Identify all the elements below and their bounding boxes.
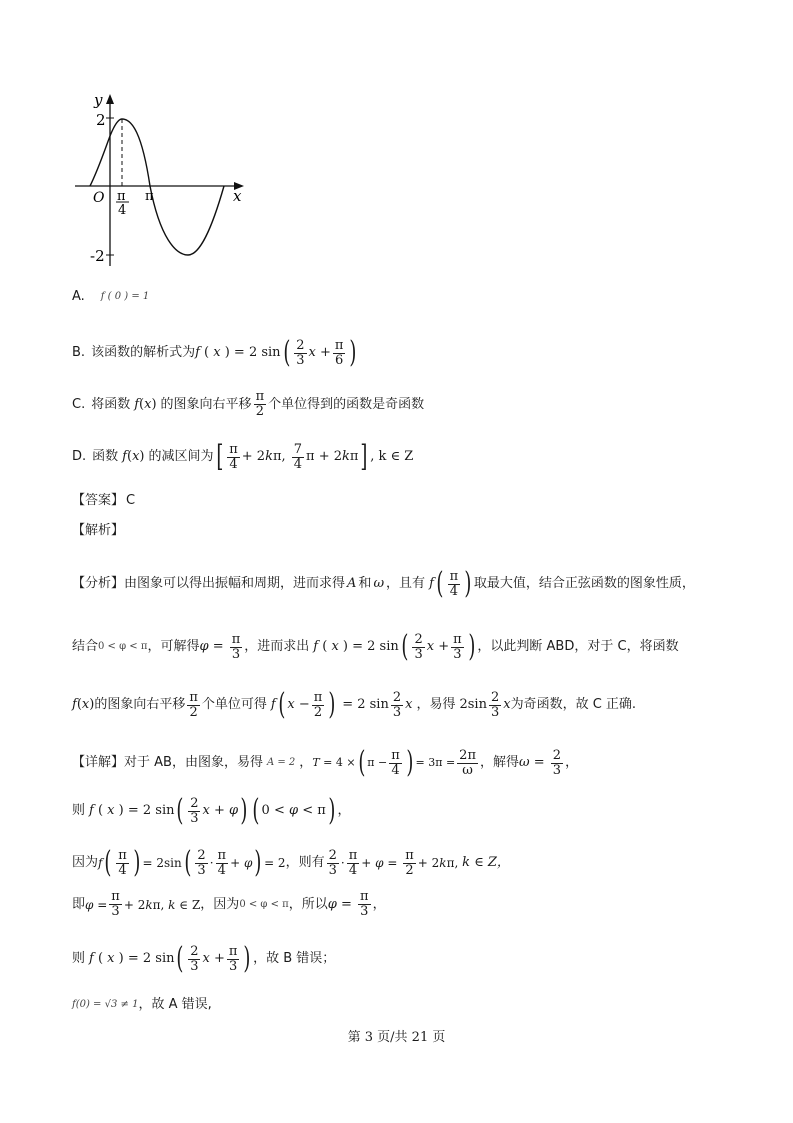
xiangjie-line-4: 即 φ = $\frac{\pi}{3}$ + 2 k π, k ∈ Z ，因为 0 < φ < π ，所以 φ = $\frac{\pi}{3}$ ，: [72, 889, 386, 919]
y-tick-top: 2: [96, 111, 106, 129]
y-axis-arrow-icon: [106, 94, 114, 104]
xiangjie-line-6: f(0) = √3 ≠ 1 ，故 A 错误,: [72, 997, 212, 1012]
option-b-formula: f ( x ) = 2 sin ( $\frac{2}{3}$ x + $\frac{\pi}{6}$ ): [195, 335, 357, 370]
option-b: B. 该函数的解析式为 f ( x ) = 2 sin ( $\frac{2}{3}$ x + $\frac{\pi}{6}$ ): [72, 338, 359, 368]
pi-over-4-num: π: [117, 189, 126, 204]
xiangjie-line-2: 则 f ( x ) = 2 sin ( $\frac{2}{3}$ x + φ ) ( 0 < φ < π ) ，: [72, 793, 351, 828]
xiangjie-line-1: 【详解】 对于 AB，由图象，易得 A = 2 ， T = 4 × ( π − $\frac{\pi}{4}$ ) = 3π = $\frac{2\pi}{\omega}$ ，解得 ω = $\frac{2}{3}$ ，: [72, 745, 579, 780]
option-a-formula: f ( 0 ) = 1: [100, 291, 150, 302]
option-a: A. f ( 0 ) = 1: [72, 289, 150, 304]
sine-graph: [70, 88, 260, 270]
pi-label: π: [145, 189, 154, 204]
analysis-label: 【解析】: [72, 523, 125, 538]
answer-value: C: [126, 493, 136, 508]
option-c: C. 将函数 f(x) 的图象向右平移 $\frac{\pi}{2}$ 个单位得到的函数是奇函数: [72, 389, 425, 419]
option-d: D. 函数 f(x) 的减区间为 [ $\frac{\pi}{4}$ + 2 k π, $\frac{7}{4}$ π + 2 k π ] , k ∈ Z: [72, 439, 414, 474]
option-d-interval: [ $\frac{\pi}{4}$ + 2 k π, $\frac{7}{4}$ π + 2 k π ]: [215, 439, 368, 474]
answer-line: 【答案】 C: [72, 493, 136, 508]
xiangjie-line-5: 则 f ( x ) = 2 sin ( $\frac{2}{3}$ x + $\frac{\pi}{3}$ ) ，故 B 错误；: [72, 941, 336, 976]
fenxi-line-3: f(x) 的图象向右平移 $\frac{\pi}{2}$ 个单位可得 f ( x − $\frac{\pi}{2}$ ) = 2 sin $\frac{2}{3}$ x ，易得 2sin $\frac{2}{3}$ x 为奇函数，故 C 正确.: [72, 687, 637, 722]
y-tick-bottom: -2: [90, 247, 105, 265]
fenxi-line-2: 结合 0 < φ < π ，可解得 φ = $\frac{\pi}{3}$ ，进而求出 f ( x ) = 2 sin ( $\frac{2}{3}$ x + $\frac{\pi}{3}$ ) ，以此判断 ABD，对于 C，将函数: [72, 629, 679, 664]
pi-over-4-den: 4: [118, 203, 127, 218]
x-axis-label: x: [233, 187, 242, 205]
page-footer: 第 3 页/共 21 页: [347, 1030, 446, 1045]
xiangjie-line-3: 因为 f ( $\frac{\pi}{4}$ ) = 2sin ( $\frac{2}{3}$ · $\frac{\pi}{4}$ + φ ) = 2 ，则有 $\frac{2}{3}$ · $\frac{\pi}{4}$ + φ = $\frac{\pi}{2}$ + 2 k π, k ∈ Z，: [72, 845, 510, 880]
origin-label: O: [93, 190, 105, 206]
y-axis-label: y: [94, 91, 103, 109]
fenxi-line-1: 【分析】 由图象可以得出振幅和周期，进而求得 A 和 ω ，且有 f ( $\frac{\pi}{4}$ ) 取最大值，结合正弦函数的图象性质，: [72, 566, 695, 601]
